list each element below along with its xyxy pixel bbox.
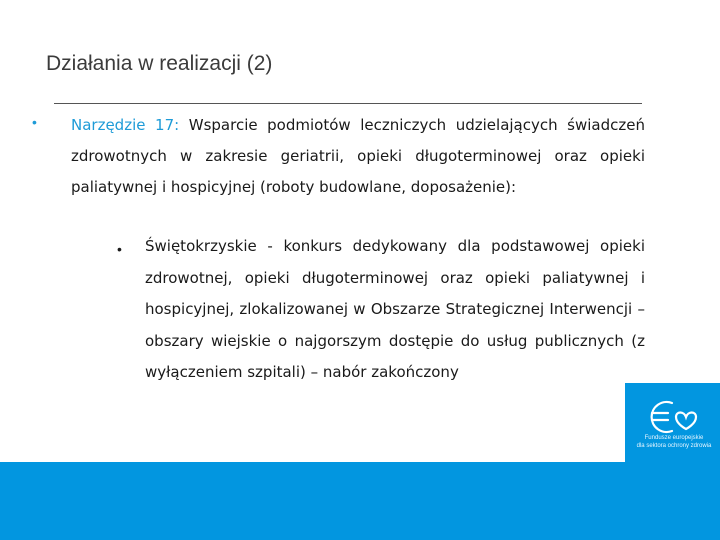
euro-heart-icon xyxy=(648,395,710,439)
logo-caption-line1: Fundusze europejskie xyxy=(644,435,704,441)
sub-bullet-marker: • xyxy=(117,241,122,257)
slide-title: Działania w realizacji (2) xyxy=(46,52,273,75)
logo-caption-line2: dla sektora ochrony zdrowia xyxy=(636,443,712,449)
tool-label: Narzędzie 17: xyxy=(71,116,180,134)
competition-description: - konkurs dedykowany dla podstawowej opieki zdrowotnej, opieki długoterminowej oraz opieki paliatywnej i hospicyjnej, zlokalizowanej w Obszarze Strategicznej Interwencji – obszary wiejskie o najgorszym dostępie do usług publicznych (z wyłączeniem szpitali) – nabór zakończony xyxy=(145,237,645,381)
tool-description: Wsparcie podmiotów leczniczych udzielających świadczeń zdrowotnych w zakresie geriatrii, opieki długoterminowej oraz opieki paliatywnej i hospicyjnej (roboty budowlane, doposażenie): xyxy=(71,116,645,196)
main-bullet-text xyxy=(71,110,645,203)
bullet-marker: • xyxy=(32,114,37,130)
region-name: Świętokrzyskie xyxy=(145,237,257,255)
sub-bullet-text xyxy=(145,231,645,389)
footer-bar xyxy=(0,462,720,540)
logo-caption xyxy=(630,434,718,450)
title-divider xyxy=(54,103,642,104)
